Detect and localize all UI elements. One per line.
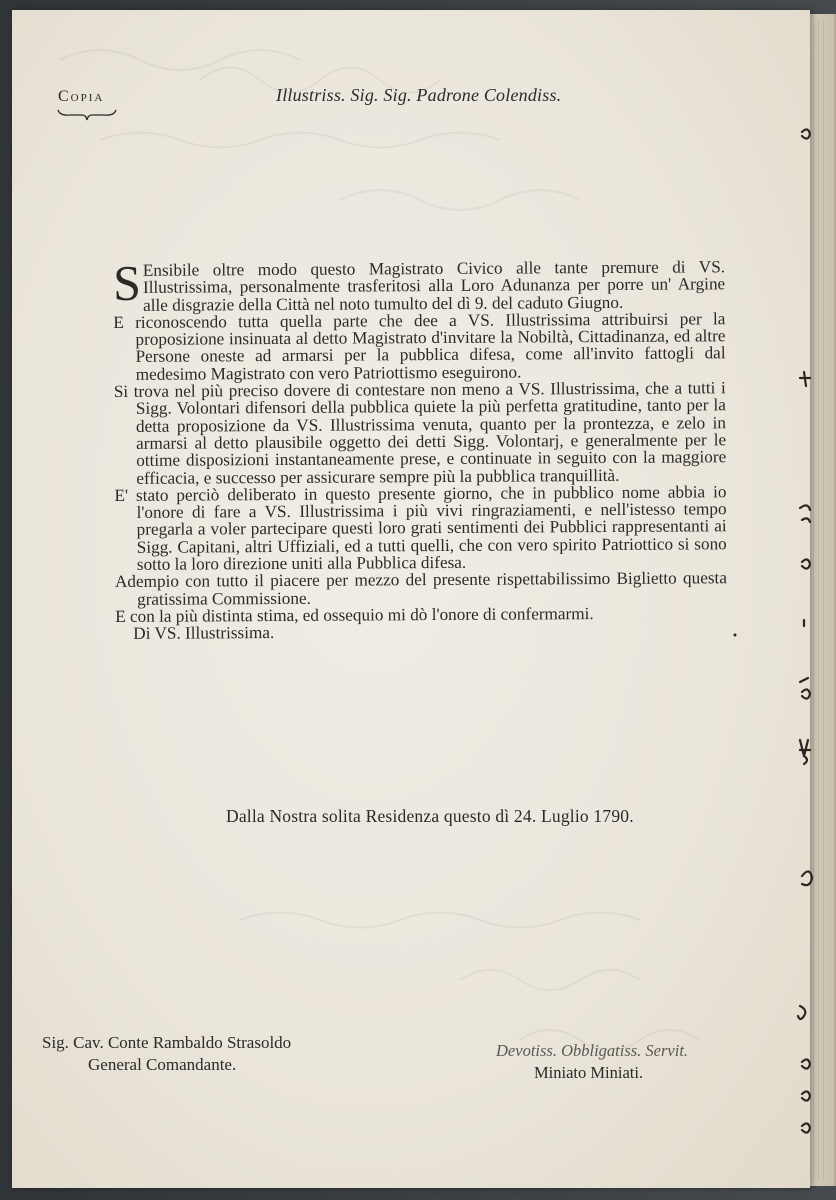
drop-cap: S [112,254,142,311]
copia-label: Copia [58,88,105,105]
paragraph-1 [112,254,726,315]
paragraph-2: E riconoscendo tutta quella parte che dee a VS. Illustrissima attribuirsi per la proposizione insinuata al detto Magistrato d'invitare la Nobiltà, Cittadinanza, ed altre Persone oneste ad armarsi per la pubblica difesa, come all'invito fattogli dal medesimo Magistrato con vero Patriottismo eseguirono. [113,309,726,384]
paragraph-6: E con la più distinta stima, ed ossequio mi dò l'onore di confermarmi. [115,604,594,626]
addressee-line-1: Sig. Cav. Conte Rambaldo Strasoldo [42,1033,292,1052]
addressee-block [42,1032,291,1076]
paragraph-5: Adempio con tutto il piacere per mezzo del presente rispettabilissimo Biglietto questa gratissima Commissione. [114,568,728,609]
addressee-line-2: General Comandante. [88,1055,237,1074]
signature-block [496,1040,688,1084]
paragraph-3: Si trova nel più preciso dovere di contestare non meno a VS. Illustrissima, che a tutti i Sigg. Volontari difensori della pubblica quiete la più perfetta gratitudine, tanto per la detta proposizione da VS. Illustrissima venuta, quanto per la prontezza, e zelo in armarsi al detto plausibile oggetto dei detti Sigg. Volontarj, e generalmente per le ottime disposizioni instantaneamente prese, e continuate in seguito con la maggiore efficacia, e successo per assicurare sempre più la pubblica tranquillità. [113,378,727,488]
letter-body [112,254,728,644]
closing-line: Di VS. Illustrissima. [133,623,275,644]
copia-brace-ornament [56,106,118,122]
signature-line-1: Devotiss. Obbligatiss. Servit. [496,1041,689,1060]
paragraph-4: E' stato perciò deliberato in questo presente giorno, che in pubblico nome abbia io l'onore di fare a VS. Illustrissima i più vivi ringraziamenti, e nell'istesso tempo pregarla a voler partecipare questi loro grati sentimenti dei Pubblici rappresentanti ai Sigg. Capitani, altri Uffiziali, ed a tutti quelli, che con vero spirito Patriottico si sono sotto la loro direzione uniti alla Pubblica difesa. [114,482,727,574]
page-edge-dot [732,632,738,638]
salutation: Illustriss. Sig. Sig. Padrone Colendiss. [276,85,562,105]
edge-handwriting-marks [786,110,832,1150]
dateline: Dalla Nostra solita Residenza questo dì 24. Luglio 1790. [226,806,634,826]
signature-line-2: Miniato Miniati. [534,1063,644,1082]
paragraph-1-text: Ensibile oltre modo questo Magistrato Civico alle tante premure di VS. Illustrissima, personalmente trasferitosi alla Loro Adunanza per porre un' Argine alle disgrazie della Città nel noto tumulto del dì 9. del caduto Giugno. [142,257,726,315]
